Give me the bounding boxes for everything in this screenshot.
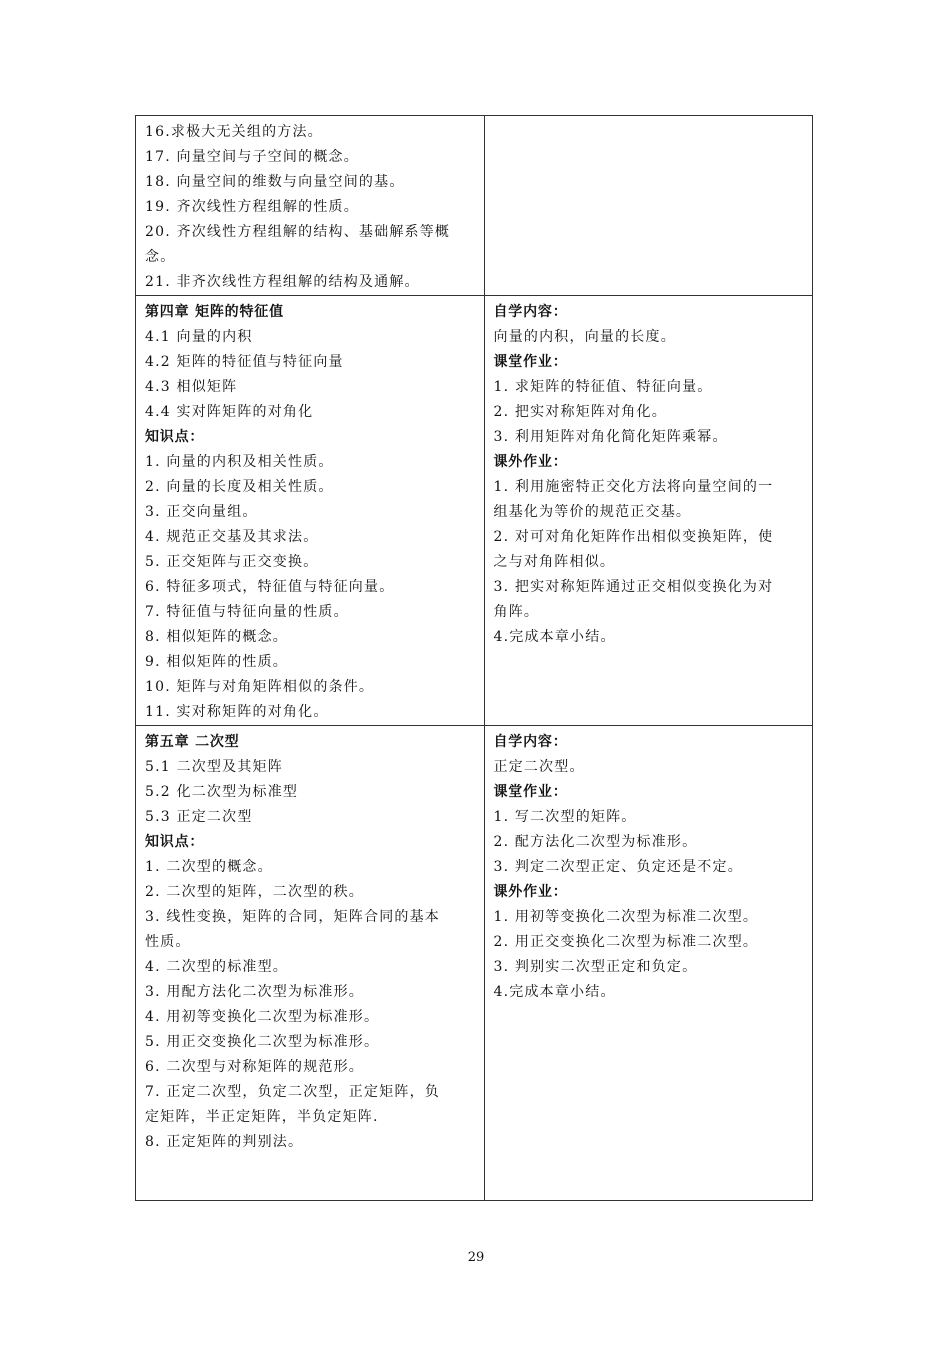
chapter5-outline-cell — [136, 726, 485, 1201]
list-item: 角阵。 — [493, 604, 540, 620]
list-item: 向量的内积，向量的长度。 — [493, 329, 676, 345]
list-item: 9. 相似矩阵的性质。 — [145, 654, 289, 670]
list-item: 4. 规范正交基及其求法。 — [145, 529, 319, 545]
page-number: 29 — [467, 1250, 485, 1265]
list-item: 20. 齐次线性方程组解的结构、基础解系等概 — [145, 224, 451, 240]
list-item: 10. 矩阵与对角矩阵相似的条件。 — [145, 679, 375, 695]
section-item: 4.4 实对阵矩阵的对角化 — [145, 404, 314, 420]
list-item: 5. 正交矩阵与正交变换。 — [145, 554, 319, 570]
list-item: 3. 判别实二次型正定和负定。 — [493, 959, 698, 975]
list-item: 3. 把实对称矩阵通过正交相似变换化为对 — [493, 579, 774, 595]
list-item: 1. 求矩阵的特征值、特征向量。 — [493, 379, 713, 395]
list-item: 4. 用初等变换化二次型为标准形。 — [145, 1009, 380, 1025]
list-item: 4.完成本章小结。 — [493, 984, 616, 1000]
list-item: 3. 线性变换，矩阵的合同，矩阵合同的基本 — [145, 909, 441, 925]
list-item: 16.求极大无关组的方法。 — [145, 124, 323, 140]
list-item: 8. 相似矩阵的概念。 — [145, 629, 289, 645]
list-item: 1. 向量的内积及相关性质。 — [145, 454, 334, 470]
knowledge-heading: 知识点： — [145, 834, 205, 850]
chapter4-assignments-cell — [484, 296, 813, 726]
list-item: 8. 正定矩阵的判别法。 — [145, 1134, 304, 1150]
list-item: 1. 写二次型的矩阵。 — [493, 809, 637, 825]
list-item: 2. 二次型的矩阵，二次型的秩。 — [145, 884, 365, 900]
classwork-heading: 课堂作业： — [493, 784, 568, 800]
row1-right-cell — [484, 116, 813, 296]
list-item: 3. 利用矩阵对角化简化矩阵乘幂。 — [493, 429, 728, 445]
list-item: 4. 二次型的标准型。 — [145, 959, 289, 975]
list-item: 11. 实对称矩阵的对角化。 — [145, 704, 329, 720]
list-item: 6. 二次型与对称矩阵的规范形。 — [145, 1059, 365, 1075]
knowledge-heading: 知识点： — [145, 429, 205, 445]
list-item: 1. 利用施密特正交化方法将向量空间的一 — [493, 479, 774, 495]
self-study-heading: 自学内容： — [493, 734, 568, 750]
chapter5-assignments-cell — [484, 726, 813, 1201]
chapter4-outline-cell — [136, 296, 485, 726]
section-item: 4.3 相似矩阵 — [145, 379, 238, 395]
list-item: 5. 用正交变换化二次型为标准形。 — [145, 1034, 380, 1050]
list-item: 3. 正交向量组。 — [145, 504, 258, 520]
classwork-heading: 课堂作业： — [493, 354, 568, 370]
chapter4-title: 第四章 矩阵的特征值 — [145, 304, 284, 320]
list-item: 性质。 — [145, 934, 191, 950]
list-item: 1. 二次型的概念。 — [145, 859, 273, 875]
list-item: 之与对角阵相似。 — [493, 554, 616, 570]
list-item: 2. 用正交变换化二次型为标准二次型。 — [493, 934, 759, 950]
homework-heading: 课外作业： — [493, 454, 568, 470]
table-row — [136, 296, 813, 726]
list-item: 定矩阵，半正定矩阵，半负定矩阵. — [145, 1109, 379, 1125]
list-item: 4.完成本章小结。 — [493, 629, 616, 645]
list-item: 2. 对可对角化矩阵作出相似变换矩阵，使 — [493, 529, 774, 545]
section-item: 4.2 矩阵的特征值与特征向量 — [145, 354, 344, 370]
homework-heading: 课外作业： — [493, 884, 568, 900]
section-item: 5.3 正定二次型 — [145, 809, 253, 825]
table-row — [136, 726, 813, 1201]
list-item: 2. 向量的长度及相关性质。 — [145, 479, 334, 495]
list-item: 6. 特征多项式，特征值与特征向量。 — [145, 579, 395, 595]
list-item: 组基化为等价的规范正交基。 — [493, 504, 692, 520]
list-item: 2. 配方法化二次型为标准形。 — [493, 834, 698, 850]
list-item: 正定二次型。 — [493, 759, 585, 775]
list-item: 7. 正定二次型，负定二次型，正定矩阵，负 — [145, 1084, 441, 1100]
list-item: 3. 判定二次型正定、负定还是不定。 — [493, 859, 743, 875]
list-item: 念。 — [145, 249, 176, 265]
syllabus-table — [135, 115, 813, 1201]
self-study-heading: 自学内容： — [493, 304, 568, 320]
list-item: 17. 向量空间与子空间的概念。 — [145, 149, 359, 165]
list-item: 21. 非齐次线性方程组解的结构及通解。 — [145, 274, 420, 290]
list-item: 19. 齐次线性方程组解的性质。 — [145, 199, 359, 215]
list-item: 2. 把实对称矩阵对角化。 — [493, 404, 667, 420]
section-item: 5.1 二次型及其矩阵 — [145, 759, 283, 775]
table-row — [136, 116, 813, 296]
list-item: 3. 用配方法化二次型为标准形。 — [145, 984, 365, 1000]
section-item: 4.1 向量的内积 — [145, 329, 253, 345]
row1-left-cell — [136, 116, 485, 296]
list-item: 18. 向量空间的维数与向量空间的基。 — [145, 174, 405, 190]
list-item: 1. 用初等变换化二次型为标准二次型。 — [493, 909, 759, 925]
chapter5-title: 第五章 二次型 — [145, 734, 240, 750]
section-item: 5.2 化二次型为标准型 — [145, 784, 299, 800]
list-item: 7. 特征值与特征向量的性质。 — [145, 604, 349, 620]
